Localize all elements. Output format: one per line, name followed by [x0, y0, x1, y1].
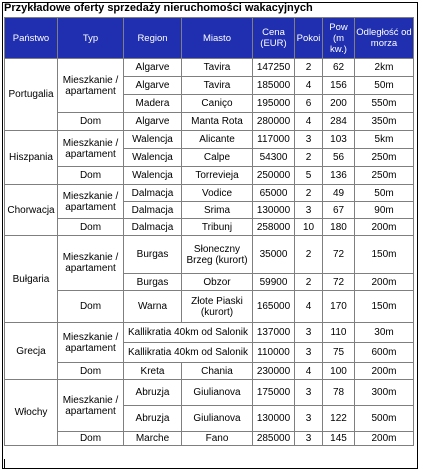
cell-rooms: 3: [295, 432, 323, 446]
cell-region: Kreta: [124, 363, 182, 380]
cell-rooms: 10: [295, 219, 323, 236]
cell-price: 117000: [253, 131, 295, 149]
cell-region: Burgas: [124, 236, 182, 274]
cell-area: 56: [323, 149, 355, 167]
cell-city: Obzor: [182, 274, 253, 291]
cell-distance: 600m: [355, 343, 414, 363]
cell-area: 62: [323, 59, 355, 77]
cell-region: Marche: [124, 432, 182, 446]
cell-type: Mieszkanie / apartament: [58, 185, 124, 219]
cell-distance: 50m: [355, 185, 414, 202]
cell-type: Dom: [58, 291, 124, 323]
cell-rooms: 2: [295, 185, 323, 202]
cell-city: Alicante: [182, 131, 253, 149]
cell-area: 49: [323, 185, 355, 202]
cell-distance: 50m: [355, 77, 414, 95]
table-row: [5, 59, 414, 77]
text-cursor: [4, 459, 5, 469]
cell-rooms: 4: [295, 77, 323, 95]
cell-type: Dom: [58, 432, 124, 446]
cell-price: 285000: [253, 432, 295, 446]
cell-area: 180: [323, 219, 355, 236]
cell-distance: 90m: [355, 202, 414, 219]
cell-distance: 500m: [355, 406, 414, 432]
header-rooms: Pokoi: [295, 18, 323, 59]
cell-price: 185000: [253, 77, 295, 95]
cell-region: Dalmacja: [124, 202, 182, 219]
cell-price: 230000: [253, 363, 295, 380]
cell-region: Walencja: [124, 149, 182, 167]
cell-price: 110000: [253, 343, 295, 363]
cell-region: Warna: [124, 291, 182, 323]
cell-type: Mieszkanie / apartament: [58, 236, 124, 291]
cell-rooms: 3: [295, 343, 323, 363]
header-price: Cena (EUR): [253, 18, 295, 59]
cell-rooms: 4: [295, 113, 323, 131]
cell-type: Mieszkanie / apartament: [58, 59, 124, 113]
cell-city: Słoneczny Brzeg (kurort): [182, 236, 253, 274]
cell-price: 175000: [253, 380, 295, 406]
cell-city: Chania: [182, 363, 253, 380]
cell-distance: 350m: [355, 113, 414, 131]
cell-distance: 200m: [355, 363, 414, 380]
cell-rooms: 3: [295, 202, 323, 219]
cell-area: 72: [323, 236, 355, 274]
cell-price: 165000: [253, 291, 295, 323]
cell-country: Hiszpania: [5, 131, 58, 185]
cell-distance: 150m: [355, 291, 414, 323]
cell-price: 250000: [253, 167, 295, 185]
header-area: Pow (m kw.): [323, 18, 355, 59]
cell-distance: 550m: [355, 95, 414, 113]
table-row: [5, 219, 414, 236]
cell-city: Złote Piaski (kurort): [182, 291, 253, 323]
cell-distance: 200m: [355, 274, 414, 291]
cell-region: Abruzja: [124, 380, 182, 406]
cell-price: 59900: [253, 274, 295, 291]
cell-city: Torrevieja: [182, 167, 253, 185]
cell-distance: 250m: [355, 149, 414, 167]
cell-price: 195000: [253, 95, 295, 113]
table-title: Przykładowe oferty sprzedaży nieruchomości wakacyjnych: [4, 2, 313, 14]
cell-distance: 2km: [355, 59, 414, 77]
cell-area: 100: [323, 363, 355, 380]
cell-city: Fano: [182, 432, 253, 446]
cell-rooms: 2: [295, 149, 323, 167]
cell-price: 258000: [253, 219, 295, 236]
cell-country: Chorwacja: [5, 185, 58, 236]
cell-rooms: 6: [295, 95, 323, 113]
cell-distance: 200m: [355, 219, 414, 236]
cell-distance: 5km: [355, 131, 414, 149]
cell-region: Algarve: [124, 113, 182, 131]
cell-price: 280000: [253, 113, 295, 131]
table-row: [5, 323, 414, 343]
cell-area: 110: [323, 323, 355, 343]
table-row: [5, 113, 414, 131]
cell-city: Giulianova: [182, 380, 253, 406]
cell-region: Walencja: [124, 167, 182, 185]
cell-rooms: 3: [295, 406, 323, 432]
cell-country: Grecja: [5, 323, 58, 380]
cell-rooms: 5: [295, 167, 323, 185]
cell-price: 130000: [253, 406, 295, 432]
cell-type: Mieszkanie / apartament: [58, 380, 124, 432]
header-region: Region: [124, 18, 182, 59]
table-row: [5, 167, 414, 185]
cell-rooms: 3: [295, 323, 323, 343]
cell-rooms: 4: [295, 291, 323, 323]
cell-location: Kallikratia 40km od Salonik: [124, 323, 253, 343]
cell-country: Portugalia: [5, 59, 58, 131]
cell-price: 35000: [253, 236, 295, 274]
cell-city: Tribunj: [182, 219, 253, 236]
table-row: [5, 291, 414, 323]
cell-city: Vodice: [182, 185, 253, 202]
table-row: [5, 432, 414, 446]
cell-area: 170: [323, 291, 355, 323]
cell-area: 136: [323, 167, 355, 185]
cell-price: 137000: [253, 323, 295, 343]
header-distance: Odległość od morza: [355, 18, 414, 59]
table-row: [5, 380, 414, 406]
cell-distance: 200m: [355, 432, 414, 446]
cell-city: Caniço: [182, 95, 253, 113]
header-row: [5, 18, 414, 59]
cell-type: Dom: [58, 219, 124, 236]
cell-type: Mieszkanie / apartament: [58, 323, 124, 363]
cell-rooms: 2: [295, 59, 323, 77]
cell-type: Dom: [58, 167, 124, 185]
cell-location: Kallikratia 40km od Salonik: [124, 343, 253, 363]
cell-country: Bułgaria: [5, 236, 58, 323]
header-country: Państwo: [5, 18, 58, 59]
cell-area: 145: [323, 432, 355, 446]
cell-country: Włochy: [5, 380, 58, 446]
table-row: [5, 236, 414, 274]
cell-area: 72: [323, 274, 355, 291]
cell-area: 67: [323, 202, 355, 219]
cell-city: Tavira: [182, 59, 253, 77]
cell-region: Dalmacja: [124, 219, 182, 236]
cell-rooms: 3: [295, 380, 323, 406]
cell-region: Madera: [124, 95, 182, 113]
cell-type: Mieszkanie / apartament: [58, 131, 124, 167]
cell-rooms: 4: [295, 363, 323, 380]
cell-price: 54300: [253, 149, 295, 167]
cell-region: Abruzja: [124, 406, 182, 432]
cell-region: Walencja: [124, 131, 182, 149]
cell-city: Manta Rota: [182, 113, 253, 131]
cell-area: 78: [323, 380, 355, 406]
cell-rooms: 3: [295, 131, 323, 149]
cell-city: Calpe: [182, 149, 253, 167]
cell-area: 284: [323, 113, 355, 131]
cell-region: Burgas: [124, 274, 182, 291]
offers-table: [4, 17, 414, 446]
cell-area: 122: [323, 406, 355, 432]
cell-region: Algarve: [124, 59, 182, 77]
cell-area: 200: [323, 95, 355, 113]
cell-region: Dalmacja: [124, 185, 182, 202]
cell-distance: 300m: [355, 380, 414, 406]
cell-distance: 250m: [355, 167, 414, 185]
cell-distance: 150m: [355, 236, 414, 274]
cell-price: 147250: [253, 59, 295, 77]
table-row: [5, 185, 414, 202]
cell-rooms: 2: [295, 274, 323, 291]
cell-distance: 30m: [355, 323, 414, 343]
cell-city: Tavira: [182, 77, 253, 95]
header-city: Miasto: [182, 18, 253, 59]
cell-price: 65000: [253, 185, 295, 202]
cell-type: Dom: [58, 363, 124, 380]
cell-rooms: 2: [295, 236, 323, 274]
cell-area: 103: [323, 131, 355, 149]
cell-area: 75: [323, 343, 355, 363]
cell-region: Algarve: [124, 77, 182, 95]
header-type: Typ: [58, 18, 124, 59]
cell-type: Dom: [58, 113, 124, 131]
cell-price: 130000: [253, 202, 295, 219]
table-row: [5, 131, 414, 149]
cell-city: Giulianova: [182, 406, 253, 432]
cell-city: Srima: [182, 202, 253, 219]
table-row: [5, 363, 414, 380]
cell-area: 156: [323, 77, 355, 95]
